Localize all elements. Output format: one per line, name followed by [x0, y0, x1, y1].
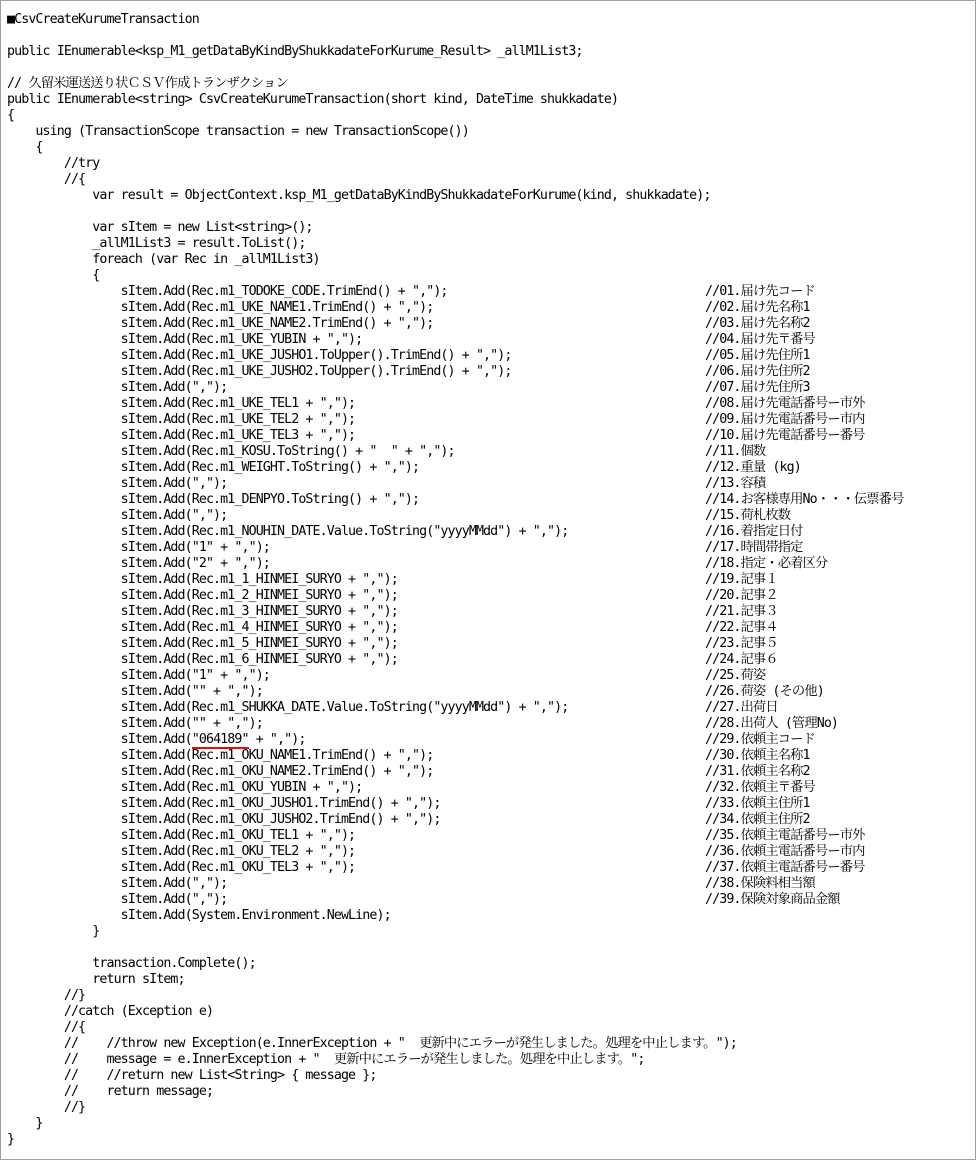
code-text: // //throw new Exception(e.InnerException + " 更新中にエラーが発生しました。処理を中止します。");: [7, 1036, 737, 1051]
code-line: [7, 700, 778, 716]
code-text: sItem.Add("" + ",");: [7, 684, 263, 699]
code-line: [7, 252, 737, 268]
code-text: _allM1List3 = result.ToList();: [7, 236, 306, 251]
field-comment: //22.記事４: [705, 620, 778, 635]
code-line: [7, 124, 737, 140]
field-comment: //30.依頼主名称1: [705, 748, 810, 763]
code-line: [7, 732, 815, 748]
code-text: sItem.Add(Rec.m1_OKU_JUSHO1.TrimEnd() + ",");: [7, 796, 441, 811]
code-text: sItem.Add(Rec.m1_UKE_NAME1.TrimEnd() + ",");: [7, 300, 434, 315]
code-line: [7, 92, 737, 108]
code-text: sItem.Add(: [7, 732, 192, 747]
code-text: //try: [7, 156, 100, 171]
field-comment: //10.届け先電話番号ー番号: [705, 428, 865, 443]
code-line: [7, 1116, 737, 1132]
code-line: [7, 556, 828, 572]
code-text: sItem.Add(",");: [7, 380, 228, 395]
field-comment: //04.届け先〒番号: [705, 332, 815, 347]
code-line: [7, 1068, 737, 1084]
code-text: //catch (Exception e): [7, 1004, 214, 1019]
code-line: [7, 988, 737, 1004]
code-text: sItem.Add(Rec.m1_TODOKE_CODE.TrimEnd() + ",");: [7, 284, 448, 299]
field-comment: //17.時間帯指定: [705, 540, 803, 555]
code-line: [7, 412, 865, 428]
code-text: {: [7, 140, 43, 155]
code-line: [7, 332, 815, 348]
field-comment: //05.届け先住所1: [705, 348, 810, 363]
field-comment: //18.指定・必着区分: [705, 556, 828, 571]
code-text: sItem.Add(Rec.m1_UKE_TEL1 + ",");: [7, 396, 356, 411]
field-comment: //24.記事６: [705, 652, 778, 667]
code-line: [7, 396, 865, 412]
field-comment: //35.依頼主電話番号ー市外: [705, 828, 865, 843]
field-comment: //26.荷姿 (その他): [705, 684, 824, 699]
code-text: sItem.Add(Rec.m1_OKU_TEL3 + ",");: [7, 860, 356, 875]
code-line: [7, 140, 737, 156]
code-line: [7, 428, 865, 444]
code-text: var result = ObjectContext.ksp_M1_getDataByKindByShukkadateForKurume(kind, shukkadate);: [7, 188, 711, 203]
code-text: sItem.Add(Rec.m1_3_HINMEI_SURYO + ",");: [7, 604, 398, 619]
code-line: [7, 540, 803, 556]
code-text: sItem.Add(Rec.m1_UKE_JUSHO1.ToUpper().TrimEnd() + ",");: [7, 348, 512, 363]
field-comment: //36.依頼主電話番号ー市内: [705, 844, 865, 859]
code-text: //}: [7, 988, 86, 1003]
code-text: public IEnumerable<string> CsvCreateKurumeTransaction(short kind, DateTime shukkadate): [7, 92, 619, 107]
code-text: sItem.Add(",");: [7, 876, 228, 891]
code-text: // message = e.InnerException + " 更新中にエラーが発生しました。処理を中止します。";: [7, 1052, 645, 1067]
code-text: sItem.Add("2" + ",");: [7, 556, 270, 571]
code-text: // return message;: [7, 1084, 214, 1099]
field-comment: //07.届け先住所3: [705, 380, 810, 395]
code-line: [7, 844, 865, 860]
code-text: sItem.Add(Rec.m1_OKU_YUBIN + ",");: [7, 780, 363, 795]
field-comment: //32.依頼主〒番号: [705, 780, 815, 795]
code-text: foreach (var Rec in _allM1List3): [7, 252, 320, 267]
code-line: [7, 812, 810, 828]
code-text: //{: [7, 1020, 86, 1035]
code-line: [7, 620, 778, 636]
code-line: [7, 604, 778, 620]
code-text: sItem.Add("1" + ",");: [7, 668, 270, 683]
code-line: [7, 1052, 737, 1068]
code-line: [7, 1084, 737, 1100]
code-text: }: [7, 1132, 15, 1147]
field-comment: //16.着指定日付: [705, 524, 803, 539]
code-line: [7, 636, 778, 652]
code-text: sItem.Add(Rec.m1_OKU_TEL2 + ",");: [7, 844, 356, 859]
code-line: [7, 780, 815, 796]
code-text: {: [7, 268, 100, 283]
code-text: sItem.Add(Rec.m1_UKE_YUBIN + ",");: [7, 332, 363, 347]
code-text: sItem.Add(Rec.m1_DENPYO.ToString() + ",");: [7, 492, 420, 507]
code-line: [7, 684, 824, 700]
code-line: [7, 108, 737, 124]
code-text: var sItem = new List<string>();: [7, 220, 313, 235]
code-text: // //return new List<String> { message };: [7, 1068, 377, 1083]
code-line: [7, 1036, 737, 1052]
field-comment: //11.個数: [705, 444, 766, 459]
code-text: }: [7, 924, 100, 939]
code-line: [7, 892, 840, 908]
field-comment: //14.お客様専用No・・・伝票番号: [705, 492, 904, 507]
code-text: sItem.Add("1" + ",");: [7, 540, 270, 555]
field-comment: //39.保険対象商品金額: [705, 892, 840, 907]
code-line: [7, 492, 904, 508]
code-line: [7, 876, 815, 892]
code-line: [7, 508, 791, 524]
code-text: sItem.Add(Rec.m1_OKU_NAME2.TrimEnd() + ",");: [7, 764, 434, 779]
code-text: sItem.Add(Rec.m1_5_HINMEI_SURYO + ",");: [7, 636, 398, 651]
code-text: sItem.Add(Rec.m1_UKE_TEL2 + ",");: [7, 412, 356, 427]
field-comment: //29.依頼主コード: [705, 732, 815, 747]
field-comment: //19.記事１: [705, 572, 778, 587]
code-text: sItem.Add(Rec.m1_6_HINMEI_SURYO + ",");: [7, 652, 398, 667]
code-line: [7, 908, 737, 924]
code-line: [7, 572, 778, 588]
field-comment: //08.届け先電話番号ー市外: [705, 396, 865, 411]
code-line: [7, 1020, 737, 1036]
code-line: [7, 1004, 737, 1020]
code-text: using (TransactionScope transaction = new TransactionScope()): [7, 124, 469, 139]
code-line: [7, 524, 803, 540]
code-line: [7, 940, 737, 956]
code-text: sItem.Add(Rec.m1_OKU_JUSHO2.TrimEnd() + ",");: [7, 812, 441, 827]
code-text: sItem.Add(",");: [7, 892, 228, 907]
code-line: [7, 204, 737, 220]
code-text: sItem.Add(Rec.m1_4_HINMEI_SURYO + ",");: [7, 620, 398, 635]
field-comment: //25.荷姿: [705, 668, 766, 683]
code-text: sItem.Add(Rec.m1_1_HINMEI_SURYO + ",");: [7, 572, 398, 587]
code-text: sItem.Add(Rec.m1_WEIGHT.ToString() + ",");: [7, 460, 420, 475]
code-text: + ",");: [248, 732, 306, 747]
field-comment: //38.保険料相当額: [705, 876, 815, 891]
code-text: transaction.Complete();: [7, 956, 256, 971]
code-line: [7, 60, 737, 76]
code-line: [7, 76, 737, 92]
code-line: [7, 268, 737, 284]
field-comment: //02.届け先名称1: [705, 300, 810, 315]
code-text: // 久留米運送送り状ＣＳＶ作成トランザクション: [7, 76, 288, 91]
code-text: sItem.Add(Rec.m1_OKU_TEL1 + ",");: [7, 828, 356, 843]
field-comment: //06.届け先住所2: [705, 364, 810, 379]
code-line: [7, 236, 737, 252]
code-line: [7, 44, 737, 60]
code-line: [7, 172, 737, 188]
field-comment: //01.届け先コード: [705, 284, 815, 299]
code-line: [7, 284, 815, 300]
field-comment: //31.依頼主名称2: [705, 764, 810, 779]
field-comment: //34.依頼主住所2: [705, 812, 810, 827]
field-comment: //28.出荷人 (管理No): [705, 716, 839, 731]
code-text: return sItem;: [7, 972, 185, 987]
code-line: [7, 924, 737, 940]
code-line: [7, 668, 766, 684]
code-line: [7, 12, 737, 28]
code-line: [7, 188, 737, 204]
code-line: [7, 476, 766, 492]
code-line: [7, 860, 865, 876]
field-comment: //20.記事２: [705, 588, 778, 603]
code-line: [7, 156, 737, 172]
code-line: [7, 828, 865, 844]
code-line: [7, 1100, 737, 1116]
code-line: [7, 380, 810, 396]
code-text: sItem.Add(Rec.m1_SHUKKA_DATE.Value.ToString("yyyyMMdd") + ",");: [7, 700, 569, 715]
code-text: sItem.Add(Rec.m1_UKE_TEL3 + ",");: [7, 428, 356, 443]
code-text: sItem.Add(",");: [7, 508, 228, 523]
code-text: public IEnumerable<ksp_M1_getDataByKindByShukkadateForKurume_Result> _allM1List3;: [7, 44, 583, 59]
code-line: [7, 316, 810, 332]
code-text: //}: [7, 1100, 86, 1115]
code-text: //{: [7, 172, 86, 187]
code-text: sItem.Add(Rec.m1_2_HINMEI_SURYO + ",");: [7, 588, 398, 603]
code-text: sItem.Add(Rec.m1_UKE_JUSHO2.ToUpper().TrimEnd() + ",");: [7, 364, 512, 379]
field-comment: //21.記事３: [705, 604, 778, 619]
code-text: sItem.Add(Rec.m1_KOSU.ToString() + " " + ",");: [7, 444, 455, 459]
code-line: [7, 748, 810, 764]
code-line: [7, 220, 737, 236]
code-text: }: [7, 1116, 43, 1131]
code-line: [7, 972, 737, 988]
code-line: [7, 348, 810, 364]
field-comment: //27.出荷日: [705, 700, 778, 715]
code-text: sItem.Add(Rec.m1_UKE_NAME2.TrimEnd() + ",");: [7, 316, 434, 331]
code-line: [7, 300, 810, 316]
highlighted-client-code: "064189": [191, 732, 249, 747]
field-comment: //37.依頼主電話番号ー番号: [705, 860, 865, 875]
code-text: sItem.Add(Rec.m1_NOUHIN_DATE.Value.ToString("yyyyMMdd") + ",");: [7, 524, 569, 539]
code-line: [7, 764, 810, 780]
code-line: [7, 652, 778, 668]
code-line: [7, 796, 810, 812]
code-line: [7, 460, 801, 476]
field-comment: //33.依頼主住所1: [705, 796, 810, 811]
code-line: [7, 588, 778, 604]
code-text: sItem.Add(",");: [7, 476, 228, 491]
field-comment: //15.荷札枚数: [705, 508, 791, 523]
code-line: [7, 444, 766, 460]
code-line: [7, 1132, 737, 1148]
code-line: [7, 716, 839, 732]
code-text: {: [7, 108, 15, 123]
field-comment: //12.重量 (kg): [705, 460, 801, 475]
code-text: sItem.Add("" + ",");: [7, 716, 263, 731]
field-comment: //09.届け先電話番号ー市内: [705, 412, 865, 427]
code-line: [7, 956, 737, 972]
field-comment: //03.届け先名称2: [705, 316, 810, 331]
field-comment: //13.容積: [705, 476, 766, 491]
code-text: sItem.Add(System.Environment.NewLine);: [7, 908, 391, 923]
code-text: sItem.Add(Rec.m1_OKU_NAME1.TrimEnd() + ",");: [7, 748, 434, 763]
code-line: [7, 364, 810, 380]
code-listing: [7, 12, 904, 1148]
code-line: [7, 28, 737, 44]
field-comment: //23.記事５: [705, 636, 778, 651]
code-text: ■CsvCreateKurumeTransaction: [7, 12, 199, 27]
